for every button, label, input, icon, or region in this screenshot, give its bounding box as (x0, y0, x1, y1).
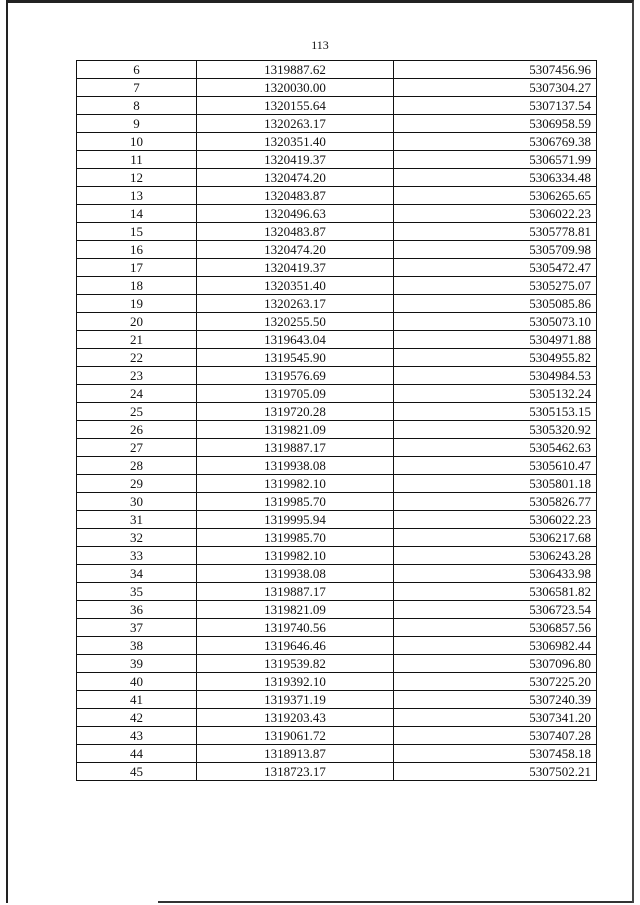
x-coordinate-cell: 1319938.08 (197, 565, 394, 583)
point-number-cell: 25 (77, 403, 197, 421)
point-number-cell: 10 (77, 133, 197, 151)
y-coordinate-cell: 5305153.15 (394, 403, 597, 421)
y-coordinate-cell: 5305709.98 (394, 241, 597, 259)
table-row (77, 637, 597, 655)
point-number-cell: 17 (77, 259, 197, 277)
table-row (77, 547, 597, 565)
point-number-cell: 11 (77, 151, 197, 169)
table-row (77, 529, 597, 547)
table-row (77, 349, 597, 367)
y-coordinate-cell: 5304955.82 (394, 349, 597, 367)
page-number: 113 (311, 38, 329, 52)
x-coordinate-cell: 1320030.00 (197, 79, 394, 97)
x-coordinate-cell: 1320155.64 (197, 97, 394, 115)
point-number-cell: 22 (77, 349, 197, 367)
table-row (77, 763, 597, 781)
table-row (77, 313, 597, 331)
y-coordinate-cell: 5305073.10 (394, 313, 597, 331)
point-number-cell: 8 (77, 97, 197, 115)
table-row (77, 619, 597, 637)
table-row (77, 439, 597, 457)
table-row (77, 655, 597, 673)
y-coordinate-cell: 5307341.20 (394, 709, 597, 727)
y-coordinate-cell: 5305801.18 (394, 475, 597, 493)
table-row (77, 331, 597, 349)
y-coordinate-cell: 5306334.48 (394, 169, 597, 187)
table-row (77, 133, 597, 151)
x-coordinate-cell: 1320351.40 (197, 277, 394, 295)
table-row (77, 79, 597, 97)
y-coordinate-cell: 5307458.18 (394, 745, 597, 763)
table-row (77, 727, 597, 745)
point-number-cell: 14 (77, 205, 197, 223)
y-coordinate-cell: 5306433.98 (394, 565, 597, 583)
x-coordinate-cell: 1319887.17 (197, 583, 394, 601)
y-coordinate-cell: 5307304.27 (394, 79, 597, 97)
point-number-cell: 15 (77, 223, 197, 241)
coordinates-table (76, 60, 597, 781)
y-coordinate-cell: 5305085.86 (394, 295, 597, 313)
y-coordinate-cell: 5306769.38 (394, 133, 597, 151)
table-row (77, 385, 597, 403)
table-row (77, 475, 597, 493)
table-row (77, 493, 597, 511)
x-coordinate-cell: 1320351.40 (197, 133, 394, 151)
point-number-cell: 33 (77, 547, 197, 565)
table-row (77, 223, 597, 241)
x-coordinate-cell: 1319203.43 (197, 709, 394, 727)
point-number-cell: 32 (77, 529, 197, 547)
table-row (77, 295, 597, 313)
y-coordinate-cell: 5306022.23 (394, 205, 597, 223)
y-coordinate-cell: 5306243.28 (394, 547, 597, 565)
table-row (77, 259, 597, 277)
y-coordinate-cell: 5306571.99 (394, 151, 597, 169)
point-number-cell: 36 (77, 601, 197, 619)
x-coordinate-cell: 1319061.72 (197, 727, 394, 745)
x-coordinate-cell: 1319982.10 (197, 475, 394, 493)
x-coordinate-cell: 1320419.37 (197, 259, 394, 277)
table-row (77, 115, 597, 133)
point-number-cell: 45 (77, 763, 197, 781)
point-number-cell: 13 (77, 187, 197, 205)
y-coordinate-cell: 5306982.44 (394, 637, 597, 655)
point-number-cell: 21 (77, 331, 197, 349)
table-row (77, 241, 597, 259)
coordinates-table-body (77, 61, 597, 781)
y-coordinate-cell: 5305778.81 (394, 223, 597, 241)
point-number-cell: 6 (77, 61, 197, 79)
point-number-cell: 27 (77, 439, 197, 457)
x-coordinate-cell: 1320496.63 (197, 205, 394, 223)
x-coordinate-cell: 1319545.90 (197, 349, 394, 367)
point-number-cell: 30 (77, 493, 197, 511)
x-coordinate-cell: 1320263.17 (197, 115, 394, 133)
table-row (77, 187, 597, 205)
point-number-cell: 37 (77, 619, 197, 637)
point-number-cell: 40 (77, 673, 197, 691)
table-row (77, 511, 597, 529)
y-coordinate-cell: 5306958.59 (394, 115, 597, 133)
x-coordinate-cell: 1320255.50 (197, 313, 394, 331)
table-row (77, 61, 597, 79)
y-coordinate-cell: 5306265.65 (394, 187, 597, 205)
x-coordinate-cell: 1320263.17 (197, 295, 394, 313)
x-coordinate-cell: 1318723.17 (197, 763, 394, 781)
y-coordinate-cell: 5306581.82 (394, 583, 597, 601)
x-coordinate-cell: 1319985.70 (197, 529, 394, 547)
x-coordinate-cell: 1319720.28 (197, 403, 394, 421)
x-coordinate-cell: 1319938.08 (197, 457, 394, 475)
y-coordinate-cell: 5307502.21 (394, 763, 597, 781)
y-coordinate-cell: 5307240.39 (394, 691, 597, 709)
x-coordinate-cell: 1318913.87 (197, 745, 394, 763)
x-coordinate-cell: 1319576.69 (197, 367, 394, 385)
x-coordinate-cell: 1319643.04 (197, 331, 394, 349)
x-coordinate-cell: 1319740.56 (197, 619, 394, 637)
point-number-cell: 44 (77, 745, 197, 763)
table-row (77, 367, 597, 385)
y-coordinate-cell: 5305472.47 (394, 259, 597, 277)
x-coordinate-cell: 1319995.94 (197, 511, 394, 529)
point-number-cell: 16 (77, 241, 197, 259)
x-coordinate-cell: 1319539.82 (197, 655, 394, 673)
point-number-cell: 35 (77, 583, 197, 601)
y-coordinate-cell: 5307137.54 (394, 97, 597, 115)
x-coordinate-cell: 1320483.87 (197, 223, 394, 241)
table-row (77, 691, 597, 709)
table-row (77, 601, 597, 619)
point-number-cell: 41 (77, 691, 197, 709)
x-coordinate-cell: 1319821.09 (197, 421, 394, 439)
point-number-cell: 34 (77, 565, 197, 583)
x-coordinate-cell: 1319371.19 (197, 691, 394, 709)
point-number-cell: 29 (77, 475, 197, 493)
point-number-cell: 42 (77, 709, 197, 727)
x-coordinate-cell: 1319821.09 (197, 601, 394, 619)
x-coordinate-cell: 1319646.46 (197, 637, 394, 655)
x-coordinate-cell: 1320483.87 (197, 187, 394, 205)
y-coordinate-cell: 5304984.53 (394, 367, 597, 385)
y-coordinate-cell: 5307225.20 (394, 673, 597, 691)
y-coordinate-cell: 5307456.96 (394, 61, 597, 79)
y-coordinate-cell: 5305132.24 (394, 385, 597, 403)
y-coordinate-cell: 5307407.28 (394, 727, 597, 745)
point-number-cell: 26 (77, 421, 197, 439)
table-row (77, 583, 597, 601)
table-row (77, 709, 597, 727)
table-row (77, 151, 597, 169)
y-coordinate-cell: 5305462.63 (394, 439, 597, 457)
y-coordinate-cell: 5306857.56 (394, 619, 597, 637)
table-row (77, 205, 597, 223)
x-coordinate-cell: 1319982.10 (197, 547, 394, 565)
point-number-cell: 23 (77, 367, 197, 385)
y-coordinate-cell: 5306723.54 (394, 601, 597, 619)
point-number-cell: 12 (77, 169, 197, 187)
y-coordinate-cell: 5305320.92 (394, 421, 597, 439)
x-coordinate-cell: 1320474.20 (197, 241, 394, 259)
y-coordinate-cell: 5306022.23 (394, 511, 597, 529)
y-coordinate-cell: 5305610.47 (394, 457, 597, 475)
table-row (77, 565, 597, 583)
y-coordinate-cell: 5305826.77 (394, 493, 597, 511)
x-coordinate-cell: 1319887.62 (197, 61, 394, 79)
y-coordinate-cell: 5307096.80 (394, 655, 597, 673)
y-coordinate-cell: 5305275.07 (394, 277, 597, 295)
point-number-cell: 39 (77, 655, 197, 673)
table-row (77, 421, 597, 439)
x-coordinate-cell: 1319985.70 (197, 493, 394, 511)
point-number-cell: 28 (77, 457, 197, 475)
table-row (77, 457, 597, 475)
point-number-cell: 31 (77, 511, 197, 529)
x-coordinate-cell: 1319392.10 (197, 673, 394, 691)
y-coordinate-cell: 5306217.68 (394, 529, 597, 547)
point-number-cell: 19 (77, 295, 197, 313)
table-row (77, 403, 597, 421)
point-number-cell: 20 (77, 313, 197, 331)
x-coordinate-cell: 1320474.20 (197, 169, 394, 187)
table-row (77, 745, 597, 763)
point-number-cell: 9 (77, 115, 197, 133)
point-number-cell: 18 (77, 277, 197, 295)
x-coordinate-cell: 1319887.17 (197, 439, 394, 457)
point-number-cell: 7 (77, 79, 197, 97)
x-coordinate-cell: 1319705.09 (197, 385, 394, 403)
y-coordinate-cell: 5304971.88 (394, 331, 597, 349)
x-coordinate-cell: 1320419.37 (197, 151, 394, 169)
table-row (77, 97, 597, 115)
table-row (77, 673, 597, 691)
table-row (77, 277, 597, 295)
point-number-cell: 24 (77, 385, 197, 403)
point-number-cell: 38 (77, 637, 197, 655)
point-number-cell: 43 (77, 727, 197, 745)
table-row (77, 169, 597, 187)
